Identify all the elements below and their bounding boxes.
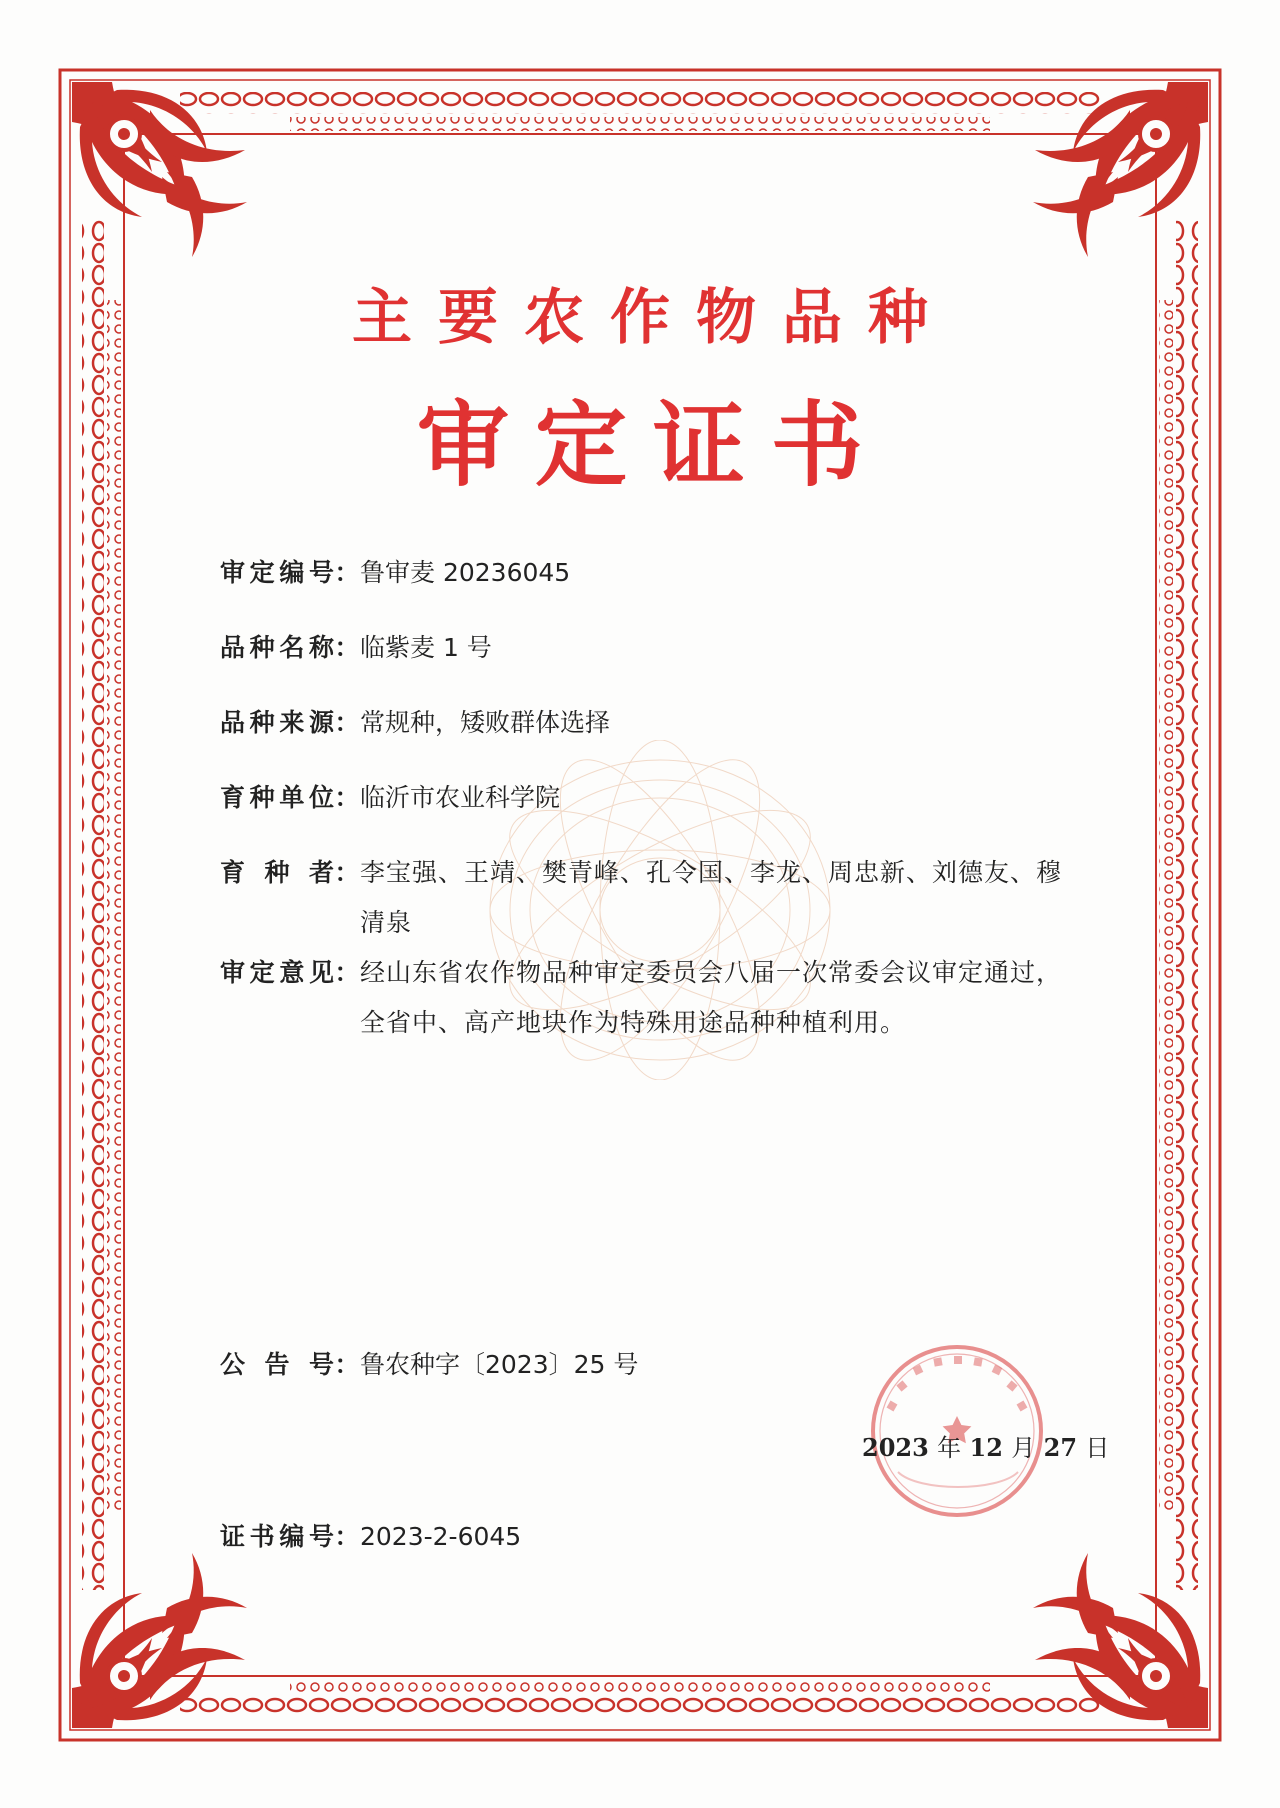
- field-value: 常规种，矮败群体选择: [360, 708, 611, 737]
- field-colon: ：: [334, 1350, 360, 1379]
- field-value: 经山东省农作物品种审定委员会八届一次常委会议审定通过，全省中、高产地块作为特殊用途品种种植利用。: [360, 958, 1063, 1037]
- field-value: 临沂市农业科学院: [360, 783, 561, 812]
- field-value: 李宝强、王靖、樊青峰、孔令国、李龙、周忠新、刘德友、穆清泉: [360, 858, 1063, 937]
- field-colon: ：: [334, 558, 360, 587]
- field-breeders: [220, 848, 1080, 948]
- field-label: 品种名称: [220, 633, 334, 662]
- field-label: 育种者: [220, 858, 334, 887]
- field-label: 公告号: [220, 1350, 334, 1379]
- field-label: 育种单位: [220, 783, 334, 812]
- field-colon: ：: [334, 858, 360, 887]
- field-approval-no: [220, 548, 570, 598]
- field-label: 审定编号: [220, 558, 334, 587]
- field-label: 证书编号: [220, 1522, 334, 1551]
- date-month: 12: [969, 1433, 1003, 1462]
- field-colon: ：: [334, 958, 360, 987]
- field-colon: ：: [334, 783, 360, 812]
- field-value: 鲁审麦 20236045: [360, 558, 571, 587]
- certificate-title-line2: 审定证书: [416, 391, 889, 499]
- date-day-unit: 日: [1085, 1434, 1110, 1462]
- field-opinion: [220, 948, 1080, 1048]
- date-month-unit: 月: [1011, 1434, 1036, 1462]
- field-value: 临紫麦 1 号: [360, 633, 492, 662]
- date-year-unit: 年: [937, 1434, 962, 1462]
- issue-date: [862, 1428, 1109, 1463]
- field-value: 鲁农种字〔2023〕25 号: [360, 1350, 639, 1379]
- field-certificate-no: [220, 1512, 521, 1562]
- field-colon: ：: [334, 708, 360, 737]
- date-day: 27: [1043, 1433, 1078, 1462]
- certificate-title-line1: 主要农作物品种: [352, 283, 954, 353]
- date-year: 2023: [862, 1433, 929, 1462]
- field-variety-name: [220, 623, 492, 673]
- field-value: 2023-2-6045: [360, 1522, 522, 1551]
- field-variety-source: [220, 698, 610, 748]
- field-colon: ：: [334, 633, 360, 662]
- field-breeding-unit: [220, 773, 560, 823]
- field-colon: ：: [334, 1522, 360, 1551]
- field-label: 品种来源: [220, 708, 334, 737]
- field-announcement-no: [220, 1340, 638, 1390]
- field-label: 审定意见: [220, 958, 334, 987]
